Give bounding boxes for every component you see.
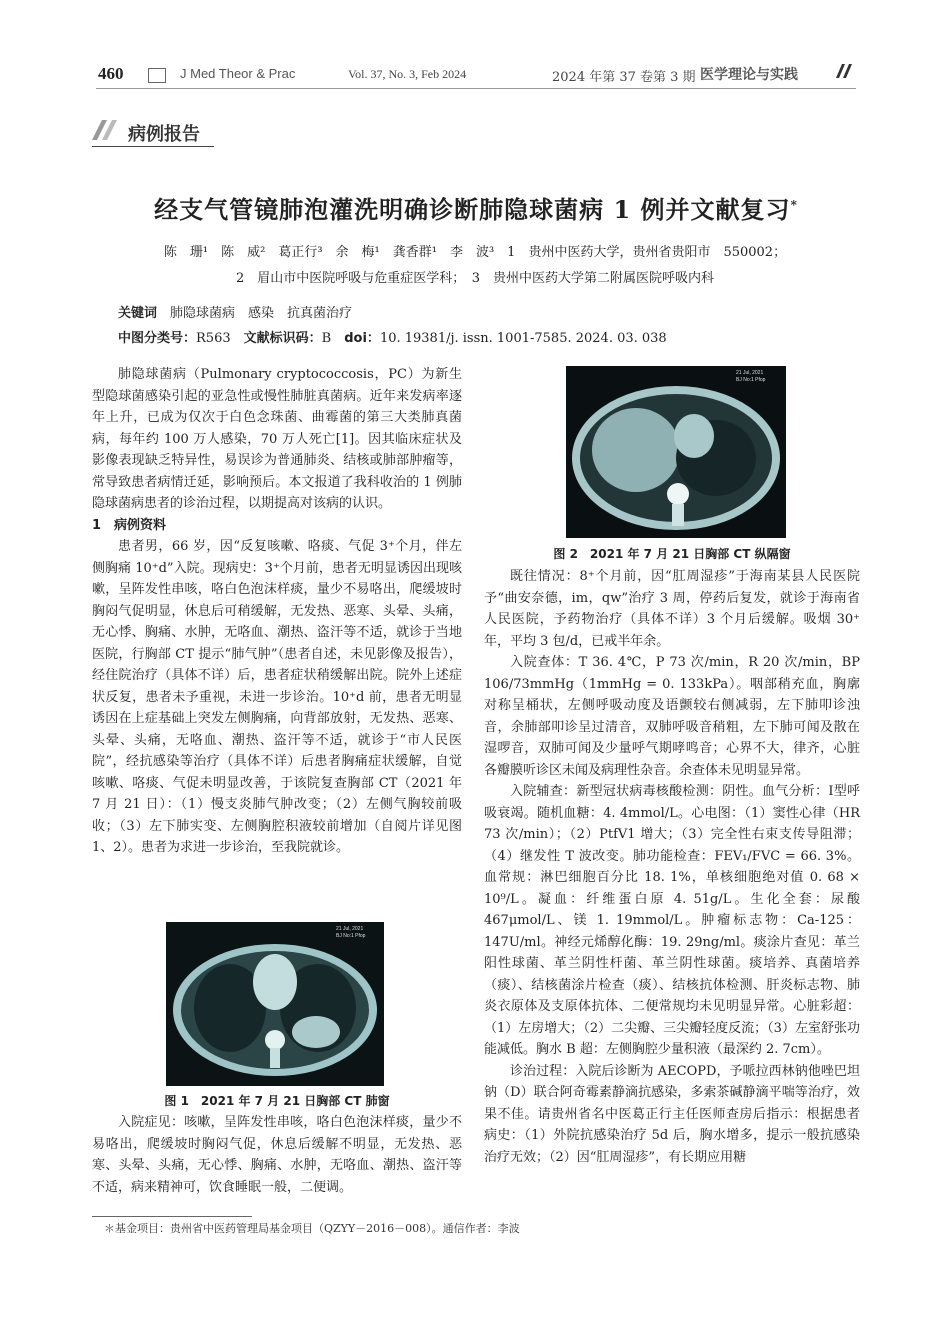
page-number: 460 (98, 64, 124, 83)
article-title-text: 经支气管镜肺泡灌洗明确诊断肺隐球菌病 1 例并文献复习 (154, 195, 791, 224)
authors-affiliations (100, 240, 850, 292)
case-paragraph-1: 患者男，66 岁，因“反复咳嗽、咯痰、气促 3⁺个月，伴左侧胸痛 10⁺d”入院。现病史：3⁺个月前，患者无明显诱因出现咳嗽，呈阵发性串咳，咯白色泡沫样痰，量少不易咯出，爬缓坡时胸闷气促明显，休息后可稍缓解，无发热、恶寒、头晕、头痛，无心悸、胸痛、水肿，无咯血、潮热、盗汗等不适，就诊于当地医院，行胸部 CT 提示“肺气肿”（患者自述，未见影像及报告），经住院治疗（具体不详）后，患者症状稍缓解出院。院外上述症状反复，患者未予重视，未进一步诊治。10⁺d 前，患者无明显诱因在上症基础上突发左侧胸痛，向背部放射，无发热、恶寒、头晕、头痛，无咯血、潮热、盗汗等不适，就诊于“市人民医院”，经抗感染等治疗（具体不详）后患者胸痛症状缓解，自觉咳嗽、咯痰、气促未明显改善，于该院复查胸部 CT（2021 年 7 月 21 日）：（1）慢支炎肺气肿改变；（2）左侧气胸较前吸收；（3）左下肺实变、左侧胸腔积液较前增加（自阅片详见图 1、2）。患者为求进一步诊治，至我院就诊。 (92, 539, 462, 855)
intro-paragraph: 肺隐球菌病（Pulmonary cryptococcosis，PC）为新生型隐球菌感染引起的亚急性或慢性肺脏真菌病。近年来发病率逐年上升，已成为仅次于白色念珠菌、曲霉菌的第三大类肺真菌病，每年约 100 万人感染，70 万人死亡[1]。因其临床症状及影像表现缺乏特异性，易误诊为普通肺炎、结核或肺部肿瘤等，常导致患者病情迁延，影响预后。本文报道了我科收治的 1 例肺隐球菌病患者的诊治过程，以期提高对该病的认识。 (92, 367, 462, 511)
keywords-line (118, 302, 352, 321)
section-stripes-icon (92, 118, 126, 142)
header-box-decoration (148, 68, 166, 83)
case-paragraph-2: 入院症见：咳嗽，呈阵发性串咳，咯白色泡沫样痰，量少不易咯出，爬缓坡时胸闷气促，休息后缓解不明显，无发热、恶寒、头晕、头痛，无心悸、胸痛、水肿，无咯血、潮热、盗汗等不适，病来精神可，饮食睡眠一般，二便调。 (92, 1115, 462, 1195)
title-footnote-mark: * (790, 198, 798, 212)
history-paragraph: 既往情况：8⁺个月前，因“肛周湿疹”于海南某县人民医院予“曲安奈德，im，qw”治疗 3 周，停药后复发，就诊于海南省人民医院，予药物治疗（具体不详）3 个月后缓解。吸烟 30⁺年，平均 3 包/d，已戒半年余。 (484, 569, 860, 649)
footnote-rule (92, 1216, 252, 1217)
volume-cn: 2024 年第 37 卷第 3 期 (552, 70, 696, 85)
article-title (96, 190, 856, 225)
figure-2-caption: 图 2 2021 年 7 月 21 日胸部 CT 纵隔窗 (553, 547, 791, 561)
header-rule (96, 88, 856, 89)
journal-name-cn: 医学理论与实践 (700, 67, 798, 83)
section-heading-case: 1 病例资料 (92, 517, 167, 533)
exam-paragraph: 入院查体：T 36. 4℃，P 73 次/min，R 20 次/min，BP 106/73mmHg（1mmHg = 0. 133kPa）。咽部稍充血，胸廓对称呈桶状，左侧呼吸动度及语颤较右侧减弱，左下肺叩诊浊音，余肺部叩诊呈过清音，双肺呼吸音稍粗，左下肺可闻及散在湿啰音，双肺可闻及少量呼气期哮鸣音；心界不大，律齐，心脏各瓣膜听诊区未闻及病理性杂音。余查体未见明显异常。 (484, 655, 860, 778)
clc-label: 中图分类号： (118, 331, 197, 346)
treatment-paragraph: 诊治过程：入院后诊断为 AECOPD，予哌拉西林钠他唑巴坦钠（D）联合阿奇霉素静滴抗感染，多索茶碱静滴平喘等治疗，效果不佳。请贵州省名中医葛正行主任医师查房后指示：根据患者病史：（1）外院抗感染治疗 5d 后，胸水增多，提示一般抗感染治疗无效；（2）因“肛周湿疹”，有长期应用糖 (484, 1063, 860, 1165)
ct-lung-window-image (166, 922, 384, 1086)
section-rule (92, 146, 214, 147)
ct-mediastinal-window-image (566, 366, 786, 538)
left-column-bottom (92, 1112, 462, 1198)
keywords: 肺隐球菌病 感染 抗真菌治疗 (170, 306, 353, 321)
section-title: 病例报告 (128, 124, 200, 145)
fig1-stamp-date: 21 Jul, 2021 (336, 926, 364, 932)
keywords-label: 关键词 (118, 306, 158, 321)
authors-line-1: 陈 珊¹ 陈 威² 葛正行³ 余 梅¹ 龚香群¹ 李 波³ 1 贵州中医药大学，贵州省贵阳市 550002； (163, 245, 787, 260)
footnote: ＊基金项目：贵州省中医药管理局基金项目（QZYY－2016－008）。通信作者：李波 (104, 1222, 520, 1235)
doccode-label: 文献标识码： (243, 331, 322, 346)
journal-name-en: J Med Theor & Prac (180, 66, 296, 81)
figure-1-caption: 图 1 2021 年 7 月 21 日胸部 CT 肺窗 (164, 1094, 390, 1108)
fig1-stamp-id: BJ No:1 Pfop (336, 933, 366, 939)
doi-label: doi： (344, 331, 380, 346)
classification-line (118, 327, 667, 346)
journal-logo-icon (834, 62, 854, 80)
fig2-stamp-id: BJ No:1 Pfop (736, 377, 766, 383)
clc-value: R563 (196, 331, 231, 346)
doi-value: 10. 19381/j. issn. 1001-7585. 2024. 03. 038 (379, 331, 667, 346)
right-column (484, 566, 860, 1168)
authors-line-2: 2 眉山市中医院呼吸与危重症医学科； 3 贵州中医药大学第二附属医院呼吸内科 (235, 271, 715, 286)
fig2-stamp-date: 21 Jul, 2021 (736, 370, 764, 376)
left-column-top (92, 364, 462, 859)
volume-en: Vol. 37, No. 3, Feb 2024 (348, 67, 467, 81)
doccode-value: B (321, 331, 332, 346)
tests-paragraph: 入院辅查：新型冠状病毒核酸检测：阴性。血气分析：Ⅰ型呼吸衰竭。随机血糖：4. 4mmol/L。心电图：（1）窦性心律（HR 73 次/min）；（2）PtfV1 增大；（3）完全性右束支传导阻滞；（4）继发性 T 波改变。肺功能检查：FEV₁/FVC = 66. 3%。血常规：淋巴细胞百分比 18. 1%，单核细胞绝对值 0. 68 × 10⁹/L。凝血：纤维蛋白原 4. 51g/L。生化全套：尿酸 467μmol/L、镁 1. 19mmol/L。肿瘤标志物：Ca-125：147U/ml。神经元烯醇化酶：19. 29ng/ml。痰涂片查见：革兰阳性球菌、革兰阴性杆菌、革兰阴性球菌。痰培养、真菌培养（痰）、结核菌涂片检查（痰）、结核抗体检测、肝炎标志物、肺炎衣原体及支原体抗体、二便常规均未见明显异常。心脏彩超：（1）左房增大；（2）二尖瓣、三尖瓣轻度反流；（3）左室舒张功能减低。胸水 B 超：左侧胸腔少量积液（最深约 2. 7cm）。 (484, 784, 860, 1057)
